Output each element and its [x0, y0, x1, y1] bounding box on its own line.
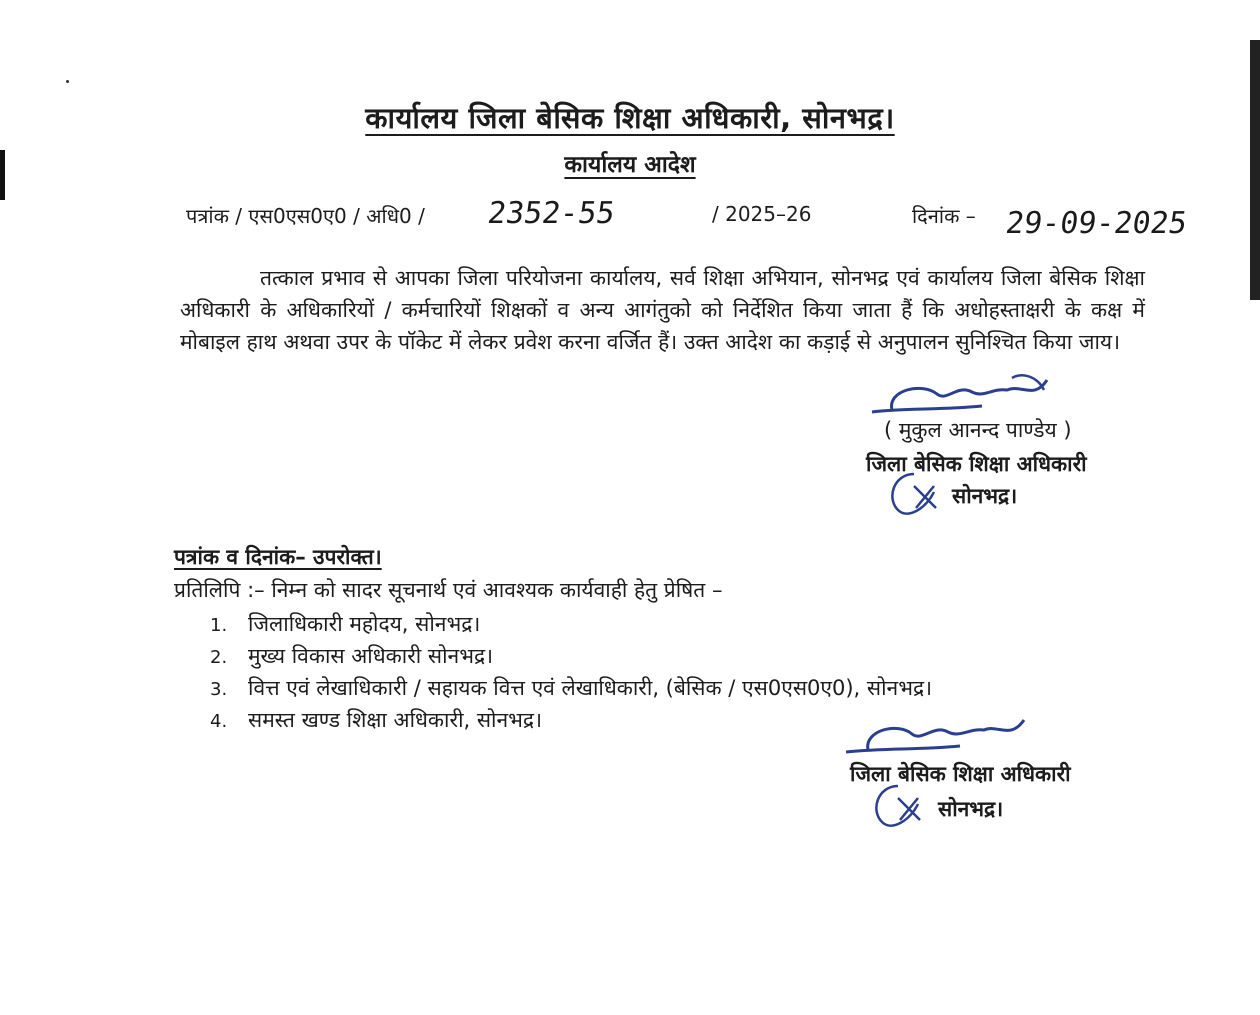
- reference-prefix: पत्रांक / एस0एस0ए0 / अधि0 /: [186, 204, 425, 228]
- initial-1-graphic: [884, 468, 954, 520]
- signatory-designation-2: जिला बेसिक शिक्षा अधिकारी: [850, 762, 1071, 786]
- list-item: 2. मुख्य विकास अधिकारी सोनभद्र।: [210, 644, 494, 668]
- scan-speck: [66, 80, 69, 83]
- initial-2-graphic: [868, 780, 938, 832]
- date-handwritten: 29-09-2025: [1003, 206, 1190, 241]
- list-item: 3. वित्त एवं लेखाधिकारी / सहायक वित्त एवं लेखाधिकारी, (बेसिक / एस0एस0ए0), सोनभद्र।: [210, 676, 933, 700]
- reference-number-handwritten: 2352-55: [485, 196, 617, 231]
- signatory-name: ( मुकुल आनन्द पाण्डेय ): [884, 418, 1072, 442]
- recipients-list: [210, 610, 932, 738]
- signatory-designation: जिला बेसिक शिक्षा अधिकारी: [866, 452, 1087, 476]
- signatory-place-2: सोनभद्र।: [938, 797, 1004, 821]
- copy-intro: प्रतिलिपि :– निम्न को सादर सूचनार्थ एवं आवश्यक कार्यवाही हेतु प्रेषित –: [174, 578, 723, 602]
- office-title: कार्यालय जिला बेसिक शिक्षा अधिकारी, सोनभद्र।: [365, 101, 895, 135]
- reference-year: / 2025–26: [712, 202, 812, 226]
- signatory-place: सोनभद्र।: [952, 484, 1018, 508]
- list-item: 1. जिलाधिकारी महोदय, सोनभद्र।: [210, 612, 481, 636]
- list-item: 4. समस्त खण्ड शिक्षा अधिकारी, सोनभद्र।: [210, 708, 543, 732]
- order-paragraph: तत्काल प्रभाव से आपका जिला परियोजना कार्यालय, सर्व शिक्षा अभियान, सोनभद्र एवं कार्यालय जिला बेसिक शिक्षा अधिकारी के अधिकारियों / कर्मचारियों शिक्षकों व अन्य आगंतुको को निर्देशित किया जाता हैं कि अधोहस्ताक्षरी के कक्ष में मोबाइल हाथ अथवा उपर के पॉकेट में लेकर प्रवेश करना वर्जित हैं। उक्त आदेश का कड़ाई से अनुपालन सुनिश्चित किया जाय।: [180, 266, 1145, 354]
- copy-reference: पत्रांक व दिनांक– उपरोक्त।: [174, 545, 382, 569]
- date-label: दिनांक –: [912, 204, 976, 228]
- order-heading: कार्यालय आदेश: [564, 152, 696, 178]
